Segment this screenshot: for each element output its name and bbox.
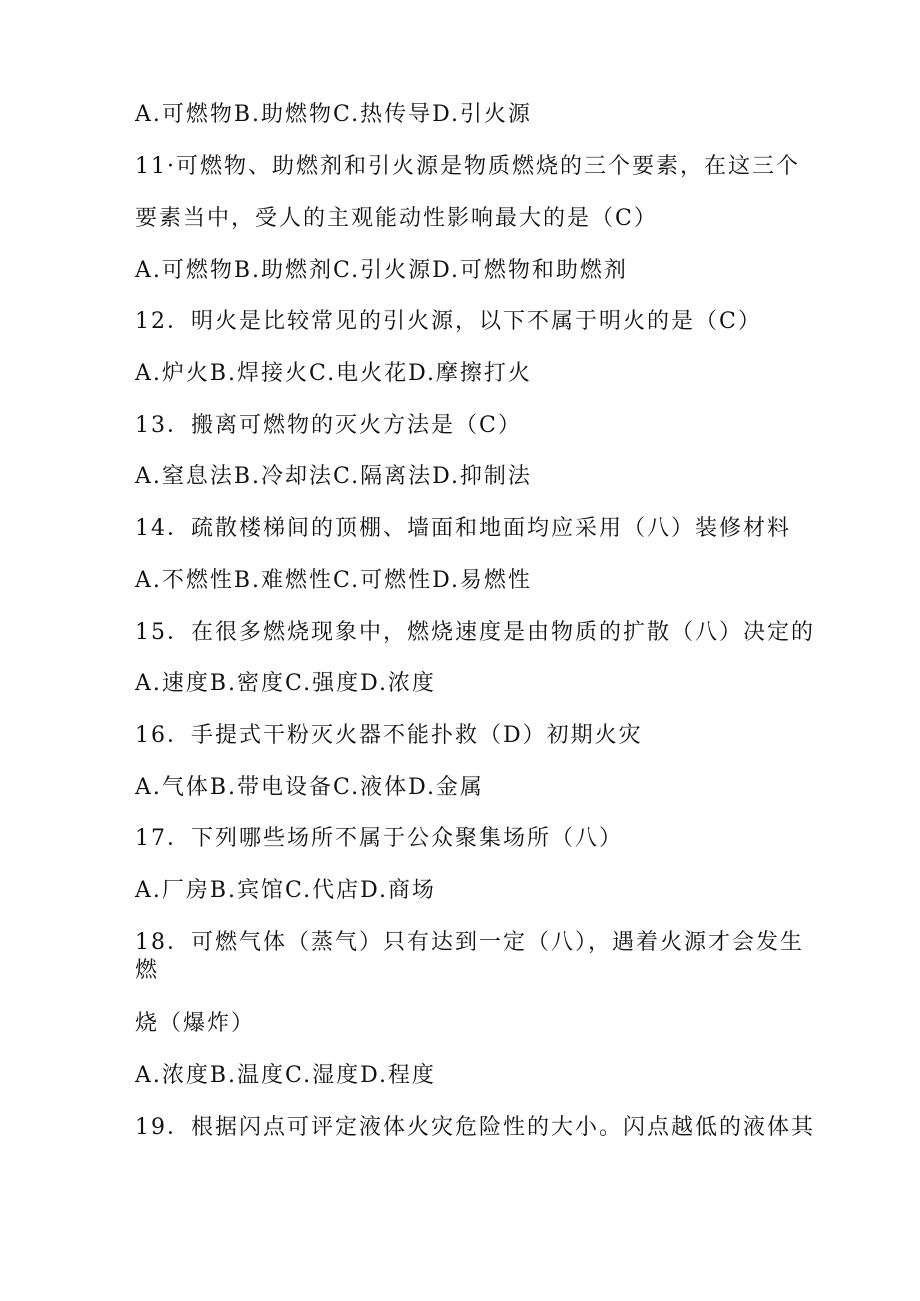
- question-17: 17．下列哪些场所不属于公众聚集场所（八）: [135, 826, 623, 851]
- question-12: 12．明火是比较常见的引火源，以下不属于明火的是（C）: [135, 309, 762, 334]
- question-18-line-3: 烧（爆炸）: [135, 1011, 256, 1036]
- question-16: 16．手提式干粉灭火器不能扑救（D）初期火灾: [135, 723, 643, 748]
- question-11-line-2: 要素当中，受人的主观能动性影响最大的是（C）: [135, 206, 658, 231]
- option-line-q17: A.厂房B.宾馆C.代店D.商场: [135, 878, 436, 903]
- option-line-q15: A.速度B.密度C.强度D.浓度: [135, 671, 436, 696]
- option-line-q16: A.气体B.带电设备C.液体D.金属: [135, 775, 484, 800]
- question-18-line-1: 18．可燃气体（蒸气）只有达到一定（八），遇着火源才会发生: [135, 930, 804, 955]
- question-11-line-1: 11·可燃物、助燃剂和引火源是物质燃烧的三个要素，在这三个: [135, 154, 800, 179]
- question-14: 14．疏散楼梯间的顶棚、墙面和地面均应采用（八）装修材料: [135, 516, 791, 541]
- question-13: 13．搬离可燃物的灭火方法是（C）: [135, 413, 522, 438]
- option-line-q18: A.浓度B.温度C.湿度D.程度: [135, 1063, 436, 1088]
- question-18-line-2: 燃: [135, 958, 160, 983]
- question-15: 15．在很多燃烧现象中，燃烧速度是由物质的扩散（八）决定的: [135, 620, 815, 645]
- question-19-line-1: 19．根据闪点可评定液体火灾危险性的大小。闪点越低的液体其: [135, 1115, 815, 1140]
- option-line-q10: A.可燃物B.助燃物C.热传导D.引火源: [135, 102, 532, 127]
- option-line-q11: A.可燃物B.助燃剂C.引火源D.可燃物和助燃剂: [135, 258, 628, 283]
- option-line-q13: A.窒息法B.冷却法C.隔离法D.抑制法: [135, 464, 532, 489]
- option-line-q12: A.炉火B.焊接火C.电火花D.摩擦打火: [135, 361, 532, 386]
- option-line-q14: A.不燃性B.难燃性C.可燃性D.易燃性: [135, 568, 532, 593]
